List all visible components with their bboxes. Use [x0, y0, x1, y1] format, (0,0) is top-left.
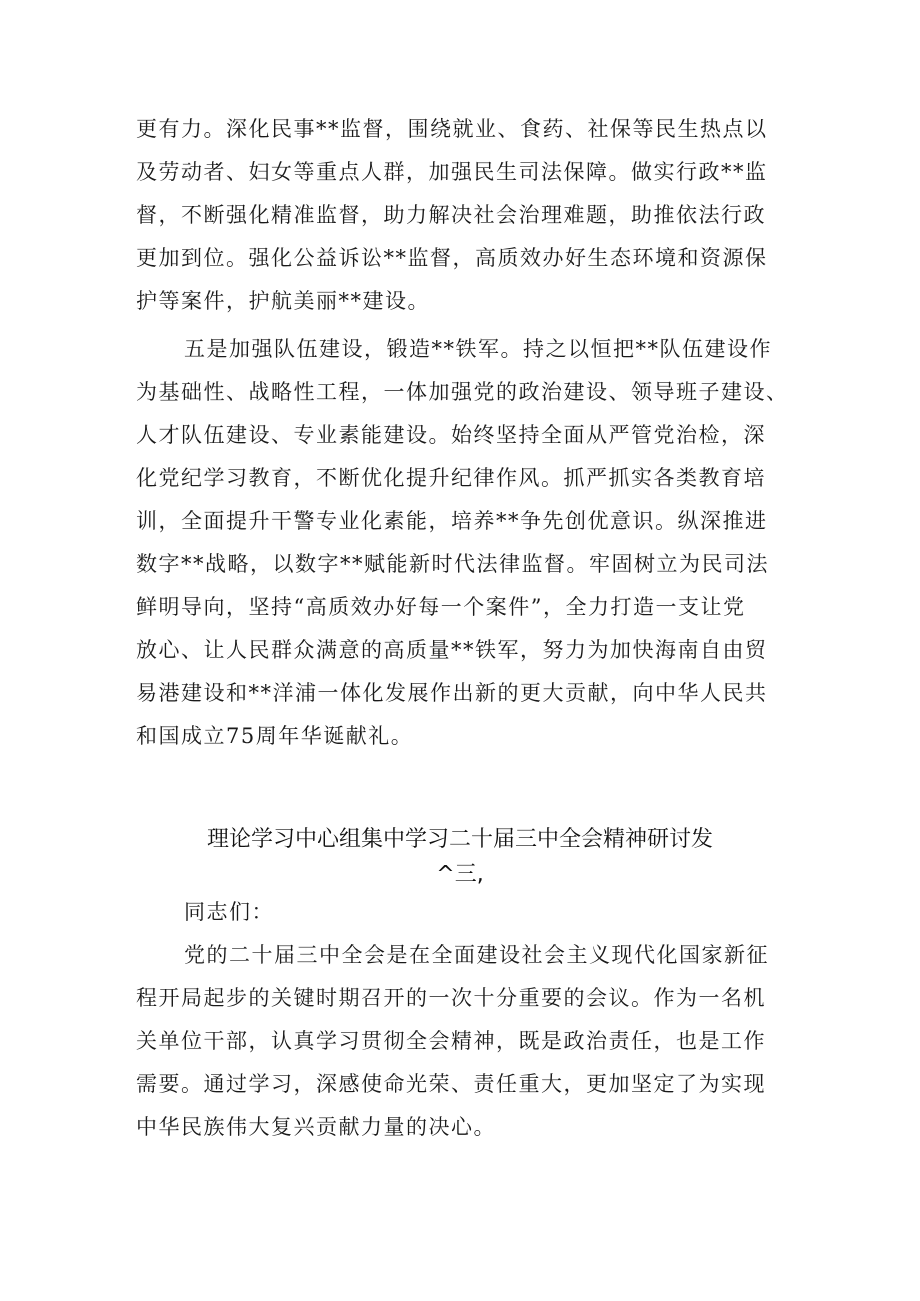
text-line: 人才队伍建设、专业素能建设。始终坚持全面从严管党治检，深	[136, 423, 766, 447]
text-line: 和国成立75周年华诞献礼。	[136, 724, 414, 748]
text-line: 护等案件，护航美丽**建设。	[136, 289, 430, 313]
text-line: 督，不断强化精准监督，助力解决社会治理难题，助推依法行政	[136, 203, 766, 227]
text-line: 更加到位。强化公益诉讼**监督，高质效办好生态环境和资源保	[136, 246, 768, 270]
article-title-line-2: ^三,	[436, 862, 484, 887]
text-line: 程开局起步的关键时期召开的一次十分重要的会议。作为一名机	[136, 986, 766, 1010]
text-line: 数字**战略，以数字**赋能新时代法律监督。牢固树立为民司法	[136, 552, 769, 576]
article-title-line-1: 理论学习中心组集中学习二十届三中全会精神研讨发	[206, 827, 713, 852]
text-line: 需要。通过学习，深感使命光荣、责任重大，更加坚定了为实现	[136, 1072, 766, 1096]
text-line: 党的二十届三中全会是在全面建设社会主义现代化国家新征	[184, 943, 769, 967]
text-line: 易港建设和**洋浦一体化发展作出新的更大贡献，向中华人民共	[136, 681, 768, 705]
text-line: 训，全面提升干警专业化素能，培养**争先创优意识。纵深推进	[136, 509, 768, 533]
text-line: 及劳动者、妇女等重点人群，加强民生司法保障。做实行政**监	[136, 160, 768, 184]
text-line: 更有力。深化民事**监督，围绕就业、食药、社保等民生热点以	[136, 117, 768, 141]
text-line: 为基础性、战略性工程，一体加强党的政治建设、领导班子建设、	[136, 380, 789, 404]
text-line: 关单位干部，认真学习贯彻全会精神，既是政治责任，也是工作	[136, 1029, 766, 1053]
salutation-text: 同志们：	[184, 900, 274, 924]
text-line: 五是加强队伍建设，锻造**铁军。持之以恒把**队伍建设作	[184, 337, 772, 361]
text-line: 中华民族伟大复兴贡献力量的决心。	[136, 1115, 496, 1139]
text-line: 放心、让人民群众满意的高质量**铁军，努力为加快海南自由贸	[136, 638, 768, 662]
text-line: 鲜明导向，坚持“高质效办好每一个案件”，全力打造一支让党	[136, 595, 746, 619]
text-line: 化党纪学习教育，不断优化提升纪律作风。抓严抓实各类教育培	[136, 466, 766, 490]
